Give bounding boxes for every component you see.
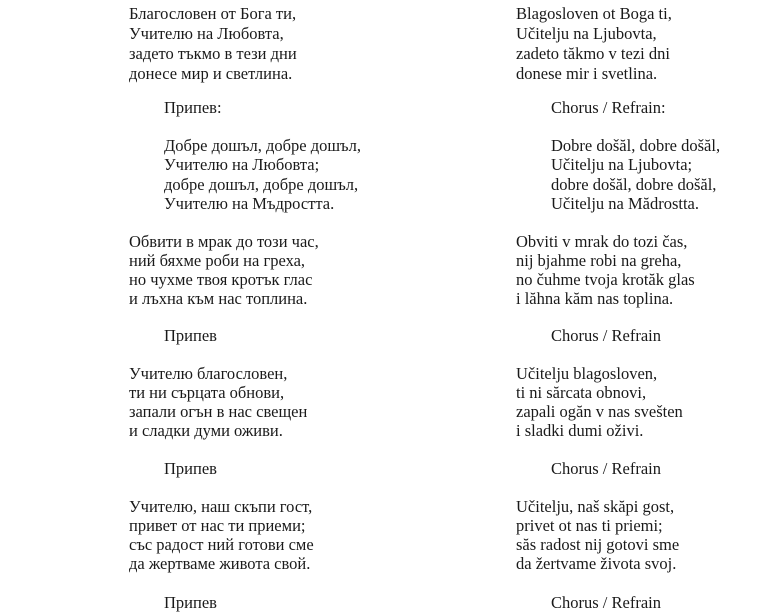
bg-chorus-label-1: Припев: [164, 98, 222, 117]
bg-chorus-label-3: Припев [164, 459, 217, 478]
tr-stanza2-line4: i lăhna kăm nas toplina. [516, 289, 674, 308]
bg-chorus-label-2: Припев [164, 326, 217, 345]
tr-stanza2-line2: nij bjahme robi na greha, [516, 251, 682, 270]
tr-chorus-line3: dobre došăl, dobre došăl, [551, 175, 717, 194]
bg-chorus-line1: Добре дошъл, добре дошъл, [164, 136, 361, 155]
tr-chorus-line2: Učitelju na Ljubovta; [551, 155, 693, 174]
bg-stanza3-line3: запали огън в нас свещен [129, 402, 308, 421]
bg-stanza3-line2: ти ни сърцата обнови, [129, 383, 285, 402]
bg-stanza1-line4: донесе мир и светлина. [129, 64, 293, 83]
tr-stanza2-line1: Obviti v mrak do tozi čas, [516, 232, 688, 251]
tr-chorus-label-1: Chorus / Refrain: [551, 98, 666, 117]
tr-stanza4-line1: Učitelju, naš skăpi gost, [516, 497, 675, 516]
tr-chorus-line1: Dobre došăl, dobre došăl, [551, 136, 721, 155]
tr-stanza4-line3: săs radost nij gotovi sme [516, 535, 680, 554]
bg-stanza2-line2: ний бяхме роби на греха, [129, 251, 306, 270]
bg-chorus-label-4: Припев [164, 593, 217, 612]
tr-stanza3-line2: ti ni sărcata obnovi, [516, 383, 647, 402]
tr-stanza1-line3: zadeto tăkmo v tezi dni [516, 44, 670, 63]
tr-stanza2-line3: no čuhme tvoja krotăk glas [516, 270, 695, 289]
bg-chorus-line3: добре дошъл, добре дошъл, [164, 175, 359, 194]
bg-stanza1-line2: Учителю на Любовта, [129, 24, 284, 43]
bg-stanza3-line1: Учителю благословен, [129, 364, 288, 383]
bg-stanza3-line4: и сладки думи оживи. [129, 421, 283, 440]
bg-chorus-line4: Учителю на Мъдростта. [164, 194, 335, 213]
bg-stanza4-line1: Учителю, наш скъпи гост, [129, 497, 313, 516]
tr-stanza4-line4: da žertvame života svoj. [516, 554, 677, 573]
tr-chorus-line4: Učitelju na Mădrostta. [551, 194, 700, 213]
tr-stanza3-line1: Učitelju blagosloven, [516, 364, 658, 383]
tr-chorus-label-3: Chorus / Refrain [551, 459, 661, 478]
bg-stanza4-line3: със радост ний готови сме [129, 535, 314, 554]
tr-stanza1-line1: Blagosloven ot Boga ti, [516, 4, 672, 23]
tr-stanza1-line4: donese mir i svetlina. [516, 64, 658, 83]
bg-stanza1-line1: Благословен от Бога ти, [129, 4, 297, 23]
tr-chorus-label-2: Chorus / Refrain [551, 326, 661, 345]
bg-chorus-line2: Учителю на Любовта; [164, 155, 320, 174]
tr-stanza4-line2: privet ot nas ti priemi; [516, 516, 663, 535]
bg-stanza2-line4: и лъхна към нас топлина. [129, 289, 308, 308]
bg-stanza4-line4: да жертваме живота свой. [129, 554, 311, 573]
tr-chorus-label-4: Chorus / Refrain [551, 593, 661, 612]
tr-stanza3-line4: i sladki dumi oživi. [516, 421, 644, 440]
bg-stanza4-line2: привет от нас ти приеми; [129, 516, 306, 535]
bg-stanza1-line3: задето тъкмо в тези дни [129, 44, 297, 63]
bg-stanza2-line3: но чухме твоя кротък глас [129, 270, 313, 289]
tr-stanza1-line2: Učitelju na Ljubovta, [516, 24, 657, 43]
bg-stanza2-line1: Обвити в мрак до този час, [129, 232, 319, 251]
tr-stanza3-line3: zapali ogăn v nas svešten [516, 402, 683, 421]
